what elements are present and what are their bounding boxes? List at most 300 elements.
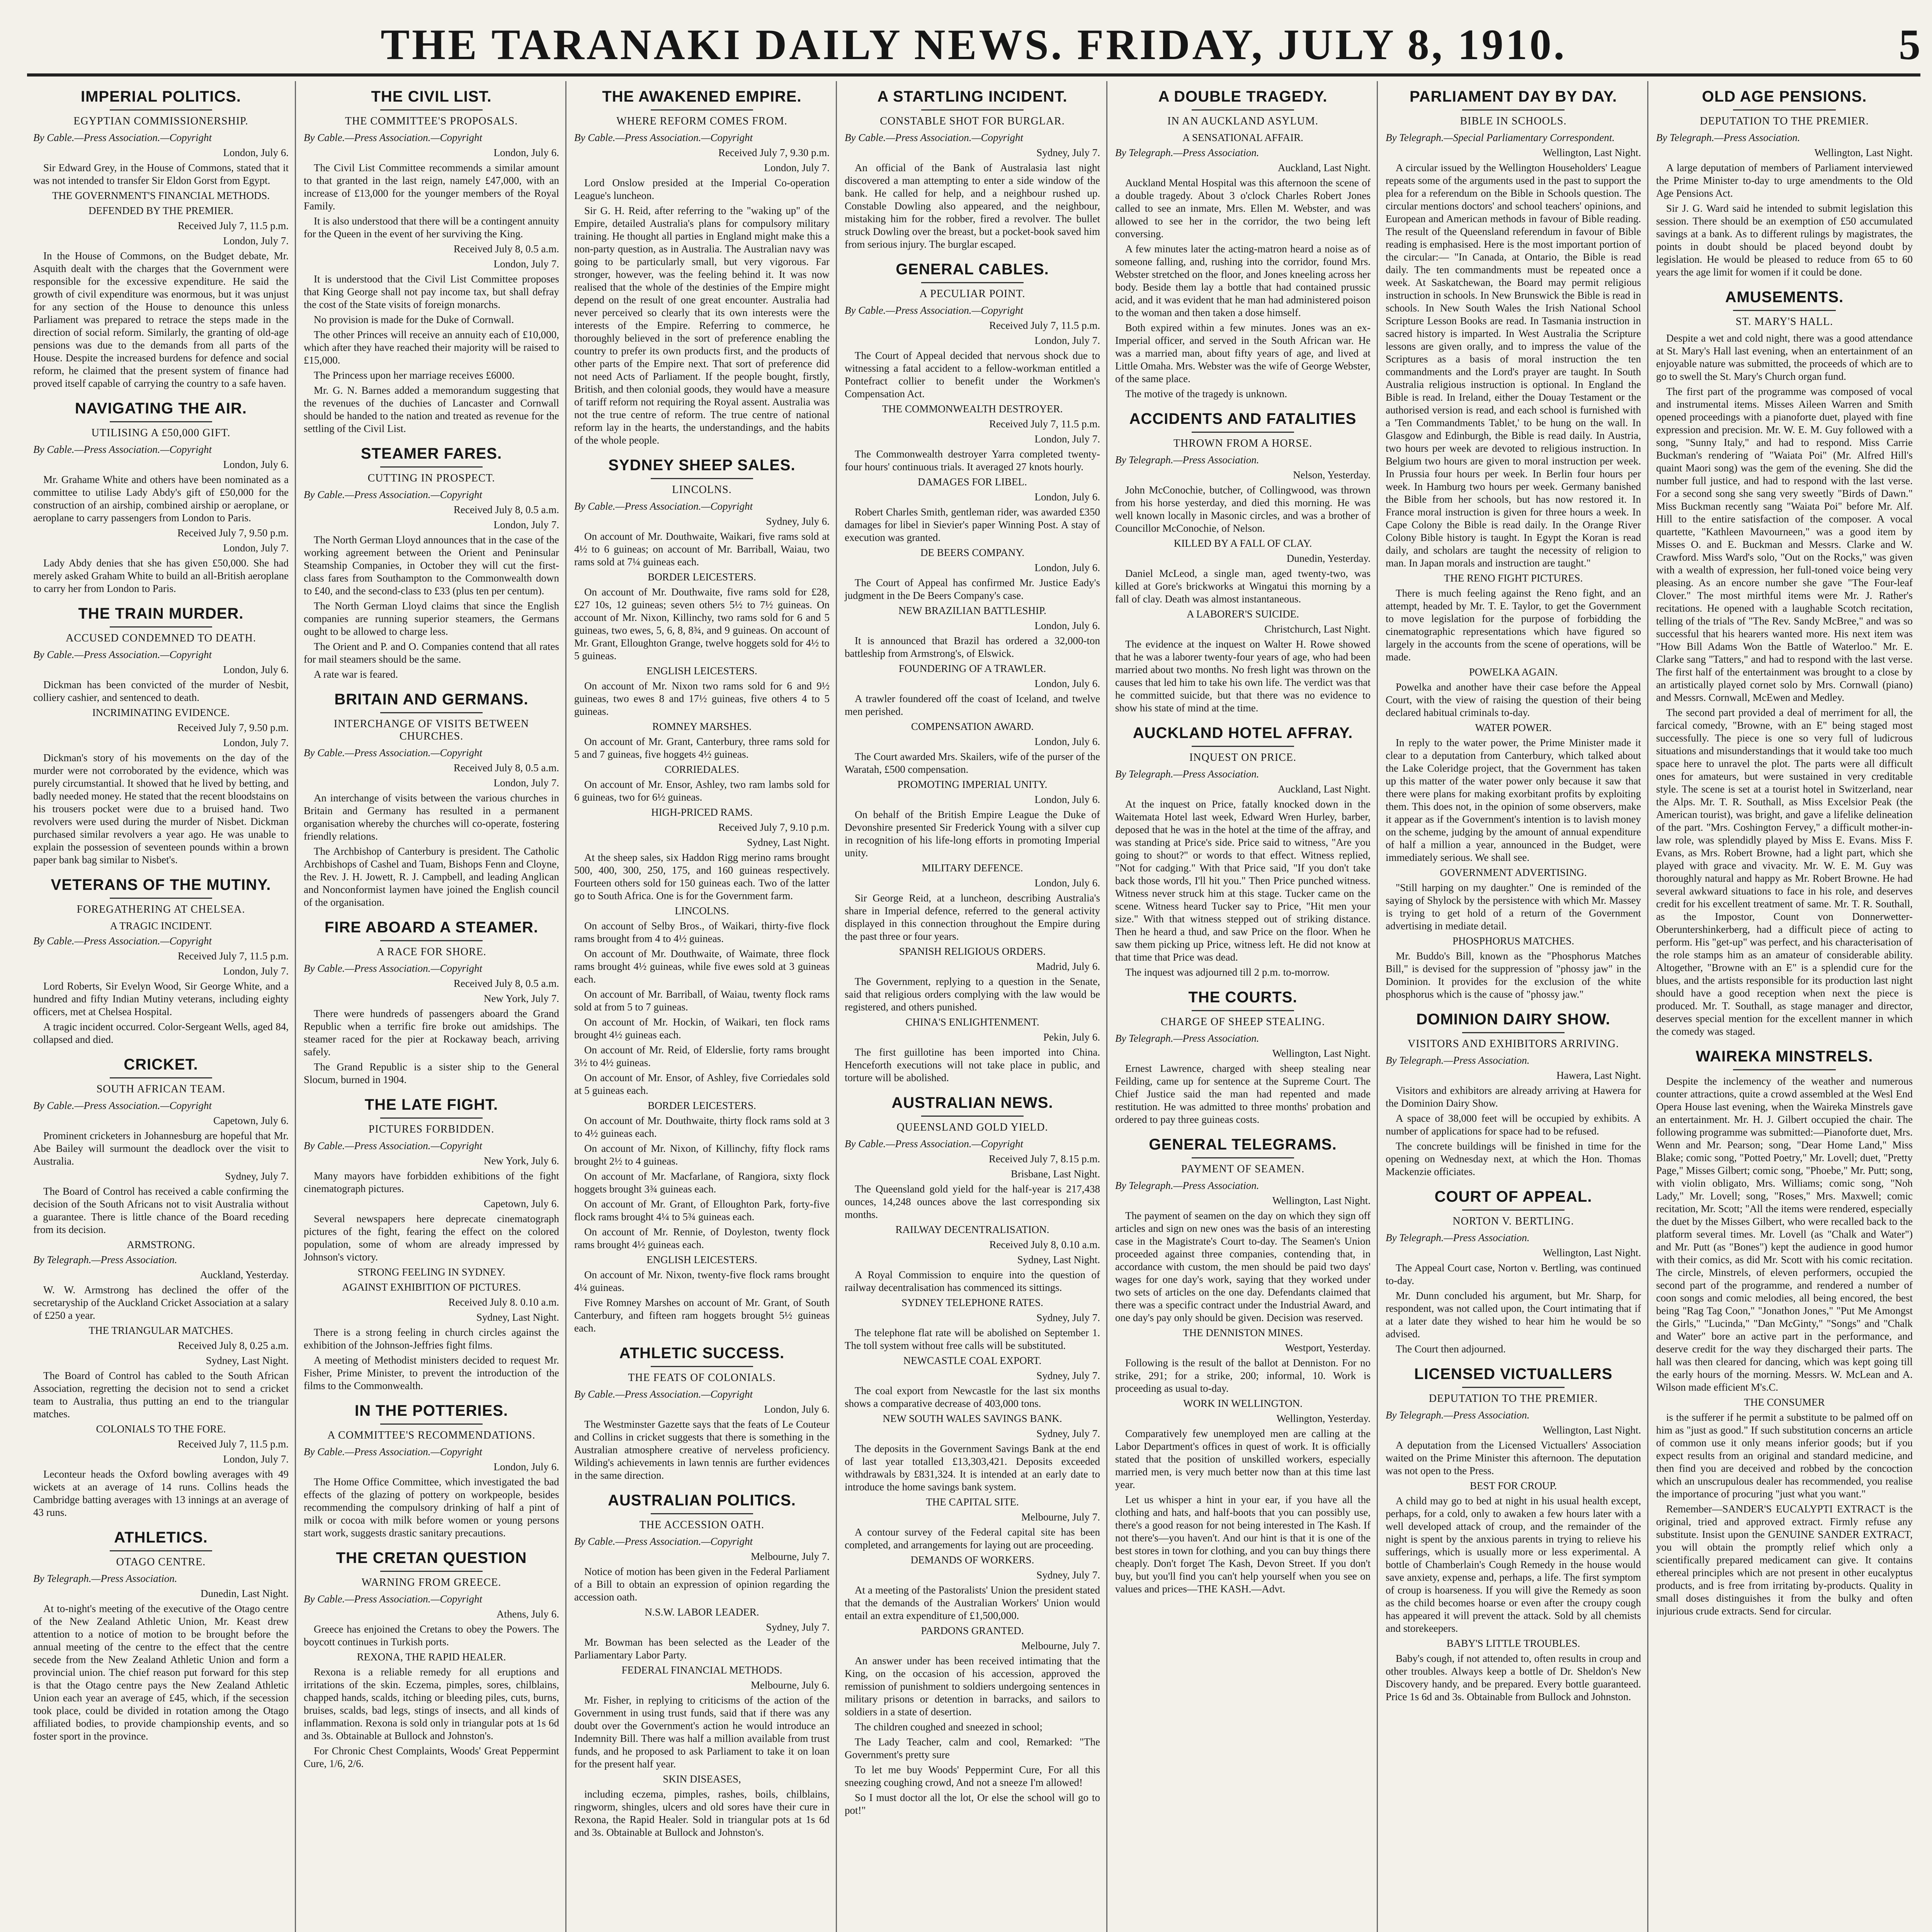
article-paragraph: DEFENDED BY THE PREMIER. [88,205,233,216]
article-paragraph: A LABORER'S SUICIDE. [1187,608,1299,620]
article-paragraph: The Board of Control has cabled to the South African Association, regretting the decision not to send a cricket team to Australia, thus putting an end to the triangular matches. [33,1370,289,1420]
article-paragraph: A large deputation of members of Parliament interviewed the Prime Minister to-day to urge amendments to the Old Age Pensions Act. [1656,162,1913,199]
article-paragraph: Wellington, Last Night. [1543,147,1641,158]
article-paragraph: Sydney, July 7. [1036,147,1100,158]
article-paragraph: Received July 7, 11.5 p.m. [178,1438,289,1450]
headline-rule [1733,310,1836,311]
article [304,691,559,909]
article [574,1345,830,1482]
article-paragraph: including eczema, pimples, rashes, boils, chilblains, ringworm, shingles, ulcers and old sores have their cure in Rexona, the Rapid Healer. Sold in triangular pots at 1s 6d and 3s. Obtainable at Bullock and Johnston's. [574,1788,830,1838]
article-paragraph: The Court of Appeal has confirmed Mr. Justice Eady's judgment in the De Beers Company's case. [845,577,1100,601]
article-paragraph: Many mayors have forbidden exhibitions of the fight cinematograph pictures. [304,1170,559,1194]
article-paragraph: On account of Mr. Douthwaite, of Waimate, three flock rams brought 4½ guineas, while five ewes sold at 3 guineas each. [574,948,830,985]
article-paragraph: A rate war is feared. [314,668,398,680]
article-paragraph: A tragic incident occurred. Color-Sergeant Wells, aged 84, collapsed and died. [33,1021,289,1045]
article-paragraph: London, July 6. [1034,491,1100,503]
article-paragraph: By Cable.—Press Association.—Copyright [574,1536,753,1547]
article-paragraph: The inquest was adjourned till 2 p.m. to-morrow. [1125,966,1330,978]
article-paragraph: A meeting of Methodist ministers decided to request Mr. Fisher, Prime Minister, to prevent the introduction of the films to the Commonwealth. [304,1354,559,1391]
headline-rule [380,940,482,941]
article-paragraph: The coal export from Newcastle for the last six months shows a comparative decrease of 403,000 tons. [845,1385,1100,1409]
article-paragraph: Mr. Fisher, in replying to criticisms of the action of the Government in using trust funds, said that if there was any doubt over the Government's action he would introduce an Indemnity Bill. There was half a million available from trust funds, and he proposed to ask Parliament to take it on loan for the present half year. [574,1694,830,1770]
article-headline: VETERANS OF THE MUTINY. [51,876,271,893]
article-paragraph: W. W. Armstrong has declined the offer of the secretaryship of the Auckland Cricket Association at a salary of £250 a year. [33,1284,289,1321]
article-paragraph: By Cable.—Press Association.—Copyright [845,304,1023,316]
article-paragraph: At the inquest on Price, fatally knocked down in the Waitemata Hotel last week, Edward Wren Hurley, barber, deposed that he was in the hotel at the time of the affray, and was standing at Price's side. Price said to witness, "Are you going to shout?" or words to that effect. Witness replied, "Not for cadging." With that Price said, "If you don't take back those words, I'll hit you." Then Price punched witness. Witness never struck him at this stage. Tucker came on the scene. Witness heard Tucker say to Price, "Hit men your size." With that witness stepped out of striking distance. Then he heard a thud, and saw Price on the floor. When he saw them picking up Price, witness left. He did not know at that time that Price was dead. [1115,798,1371,963]
article-paragraph: The Queensland gold yield for the half-year is 217,438 ounces, 14,248 ounces above the last corresponding six months. [845,1183,1100,1220]
article-paragraph: Sydney, Last Night. [747,837,830,848]
article-paragraph: On account of Mr. Rennie, of Doyleston, twenty flock rams brought 4½ guineas each. [574,1226,830,1250]
article-paragraph: ENGLISH LEICESTERS. [646,665,757,677]
article-paragraph: No provision is made for the Duke of Cornwall. [314,314,514,325]
article-paragraph: Five Romney Marshes on account of Mr. Grant, of South Canterbury, and fifteen ram hoggets brought 5½ guineas each. [574,1297,830,1334]
article-paragraph: Received July 8, 0.25 a.m. [178,1340,289,1351]
article-paragraph: The Princess upon her marriage receives £6000. [314,369,515,381]
article-paragraph: Mr. G. N. Barnes added a memorandum suggesting that the revenues of the duchies of Lancaster and Cornwall should be handed to the nation and treated as revenue for the settling of the Civil List. [304,384,559,434]
article-paragraph: Rexona is a reliable remedy for all eruptions and irritations of the skin. Eczema, pimples, sores, chilblains, chapped hands, scalds, itching or bleeding piles, cuts, burns, bruises, scalds, bad legs, stings of insects, and all kinds of inflammation. Rexona is sold only in triangular pots at 1s 6d and 3s. Obtainable at Bullock and Johnston's. [304,1666,559,1742]
article-paragraph: Sydney, July 6. [766,515,830,527]
article-paragraph: STRONG FEELING IN SYDNEY. [357,1266,505,1278]
article-paragraph: Robert Charles Smith, gentleman rider, was awarded £350 damages for libel in Sievier's paper Winning Post. A stay of execution was granted. [845,506,1100,543]
article-paragraph: By Cable.—Press Association.—Copyright [33,935,212,947]
column-5 [1109,81,1378,1932]
article-headline: COURT OF APPEAL. [1434,1188,1592,1205]
article-paragraph: SPANISH RELIGIOUS ORDERS. [899,946,1046,957]
article-subheading: A RACE FOR SHORE. [376,946,486,958]
article-paragraph: RAILWAY DECENTRALISATION. [895,1224,1049,1235]
article-headline: IMPERIAL POLITICS. [80,88,242,105]
article-headline: CRICKET. [124,1056,198,1073]
article-paragraph: By Cable.—Press Association.—Copyright [845,132,1023,143]
article-headline: THE AWAKENED EMPIRE. [602,88,802,105]
article-paragraph: By Cable.—Press Association.—Copyright [574,500,753,512]
article-paragraph: WORK IN WELLINGTON. [1183,1398,1303,1409]
headline-rule [110,898,212,899]
article-headline: BRITAIN AND GERMANS. [334,691,529,708]
article-paragraph: Auckland, Last Night. [1278,162,1371,173]
article-paragraph: In the House of Commons, on the Budget debate, Mr. Asquith dealt with the charges that the Government were responsible for the excessive expenditure. He said the growth of civil expenditure was enormous, but it was unjust for any section of the House to denounce this unless Parliament was prepared to retrace the steps made in the direction of social reform. Similarly, the granting of old-age pensions was due to the demands from all parts of the House. Despite the increased burdens for defence and social reform, he claimed that the present system of finance had proved itself capable of carrying the country to a safe haven. [33,250,289,389]
article-paragraph: London, July 6. [223,147,289,158]
headline-rule [110,421,212,422]
article-paragraph: Wellington, Last Night. [1272,1048,1371,1059]
article-paragraph: London, July 6. [493,1461,559,1473]
article-headline: A DOUBLE TRAGEDY. [1158,88,1328,105]
article-paragraph: Despite a wet and cold night, there was a good attendance at St. Mary's Hall last evening, when an entertainment of an enjoyable nature was submitted, the proceeds of which are to go to swell the St. Mary's Church organ fund. [1656,332,1913,382]
article-paragraph: The Orient and P. and O. Companies contend that all rates for mail steamers should be the same. [304,641,559,665]
article-paragraph: Leconteur heads the Oxford bowling averages with 49 wickets at an average of 14 runs. Collins heads the Cambridge batting averages with 13 innings at an average of 43 runs. [33,1468,289,1518]
article-headline: ATHLETIC SUCCESS. [619,1345,785,1362]
article-paragraph: THE CAPITAL SITE. [926,1496,1019,1508]
article-paragraph: THE TRIANGULAR MATCHES. [88,1325,233,1336]
article [1386,1188,1641,1355]
article-paragraph: Ernest Lawrence, charged with sheep stealing near Feilding, came up for sentence at the Supreme Court. The Chief Justice said the man had repented and made restitution. He was admitted to three months' probation and ordered to pay three guineas costs. [1115,1063,1371,1125]
article-paragraph: New York, July 6. [483,1155,559,1167]
article-headline: AUSTRALIAN POLITICS. [608,1492,796,1509]
article-paragraph: On account of Mr. Douthwaite, thirty flock rams sold at 3 to 4½ guineas each. [574,1115,830,1139]
article-paragraph: On account of Mr. Ensor, Ashley, two ram lambs sold for 6 guineas, two for 6½ guineas. [574,779,830,803]
article-paragraph: The second part provided a deal of merriment for all, the farcical comedy, "Browne, with an E" being staged most successfully. The piece is one so very full of ludicrous situations and misunderstandings that it would take too much space here to unravel the plot. The parts were all difficult ones for amateurs, but were sustained in very creditable style. The scene is set at a tourist hotel in Switzerland, near the Alps. Mr. T. R. Southall, as Miss Excelsior Peak (the American tourist), was bright, and gave a lifelike delineation of the part. "Mrs. Coshington Fervey," a difficult mother-in-law role, was splendidly played by Miss E. Evans. Miss F. Evans, as Mrs. Robert Browne, had a light part, which she played with grace and vivacity. Mr. W. E. M. Guy was thoroughly natural and happy as Mr. Robert Browne. He had several awkward situations to face in his role, and deserves credit for his excellent treatment of same. Mr. T. R. Southall, as the Impostor, Count von Donnerwetter-Oberuntershinkerberg, had a difficult piece of acting to perform. His "get-up" was perfect, and his characterisation of the role stamps him as an amateur of considerable ability. Altogether, "Browne with an E" is a splendid cure for the blues, and the artists responsible for its production last night should have a good reception when next the piece is produced. Mr. T. Southall, as stage manager and director, deserves special mention for the excellent manner in which the comedy was staged. [1656,707,1913,1037]
article-subheading: INQUEST ON PRICE. [1189,752,1297,764]
article-paragraph: It is announced that Brazil has ordered a 32,000-ton battleship from Armstrong's, of Elswick. [845,635,1100,659]
article-paragraph: By Telegraph.—Press Association. [1386,1232,1530,1243]
article-paragraph: On account of Mr. Reid, of Elderslie, forty rams brought 3½ to 4½ guineas. [574,1044,830,1068]
article [304,1402,559,1539]
article-paragraph: On account of Mr. Grant, of Elloughton Park, forty-five flock rams brought 4¼ to 5¾ guineas each. [574,1198,830,1223]
article-paragraph: Wellington, Yesterday. [1276,1413,1371,1424]
article-paragraph: HIGH-PRICED RAMS. [651,806,753,818]
article-paragraph: Let us whisper a hint in your ear, if you have all the clothing and hats, and half-boots that you can possibly use, there's a good reason for not being interested in The Kash. If not there's—you haven't. And our hint is that it is one of the best stores in town for clothing, and you can buy things there cheaply. Don't forget The Kash, Devon Street. If you don't buy, but you'll find you can't help yourself when you see on values and prices—THE KASH.—Advt. [1115,1494,1371,1595]
article-paragraph: The Lady Teacher, calm and cool, Remarked: "The Government's pretty sure [845,1736,1100,1760]
article-paragraph: NEWCASTLE COAL EXPORT. [903,1355,1042,1366]
article-paragraph: The Westminster Gazette says that the feats of Le Couteur and Collins in cricket suggests that there is something in the Australian atmosphere creative of nerveless proficiency. Wilding's achievements in lawn tennis are further evidences in the same direction. [574,1418,830,1481]
article [1386,88,1641,1001]
article-subheading: DEPUTATION TO THE PREMIER. [1700,115,1869,127]
article [1656,289,1913,1038]
headline-rule [1462,1387,1564,1388]
article-paragraph: A circular issued by the Wellington Householders' League repeats some of the arguments used in the past to support the plea for a referendum on the Bible in Schools question. The circular mentions doctors' and school teachers' opinions, and European and American methods in favour of Bible reading. The result of the Queensland referendum in favour of Bible reading is emphasised. Here is the most important portion of the circular:— "In Canada, at Ontario, the Bible is read daily. The ten commandments must be repeated once a week. At Saskatchewan, the Board may permit religious instruction in schools. In New Brunswick the Bible is read in schools. In New South Wales the Irish National School Scripture Lesson Books are read. In Tasmania instruction in sacred history is imparted. In West Australia the Scripture lessons are given orally, and to impress the value of the Scriptures as a basis of moral instruction the ten commandments and the Lord's prayer are taught. In South Australia religious instruction is optional. In England the Bible is read. In Ireland, either the Douay Testament or the authorised version is read, and each school is furnished with a 'Ten Commandments Tablet,' to be hung on the wall. In Glasgow and Edinburgh, the Bible is read daily. In Austria, two hours per week are devoted to religious instruction. In Belgium two hours are given to moral instruction per week. In Prussia four hours per week. In Berlin four hours per week. In Hamburg two hours per week. Germany banished the Bible from her schools, but has now restored it. In France moral instruction is given for three hours a week. In Cape Colony the Bible is read daily. In the Orange River Colony Bible history is taught. In Egypt the Koran is read daily, and scholars are taught the necessity of religion to man. In Japan morals and instruction are taught." [1386,162,1641,569]
article-headline: STEAMER FARES. [361,445,502,462]
article-paragraph: Sir J. G. Ward said he intended to submit legislation this session. There should be an exemption of £50 accumulated savings at a bank. As to different rulings by magistrates, the points in doubt should be placed beyond doubt by legislation. He would be pleased to reduce from 65 to 60 years the age limit for women if it could be done. [1656,202,1913,278]
article-paragraph: On account of Selby Bros., of Waikari, thirty-five flock rams brought from 4 to 4½ guineas. [574,920,830,944]
article [845,1094,1100,1817]
article-headline: THE COURTS. [1188,989,1298,1006]
article-subheading: A PECULIAR POINT. [919,288,1026,300]
article-paragraph: Wellington, Last Night. [1543,1247,1641,1259]
article-subheading: DEPUTATION TO THE PREMIER. [1429,1393,1598,1405]
article [33,605,289,866]
article-paragraph: By Telegraph.—Press Association. [33,1573,177,1584]
article-paragraph: ARMSTRONG. [127,1239,195,1250]
article-headline: THE LATE FIGHT. [364,1096,498,1113]
article-paragraph: By Cable.—Press Association.—Copyright [33,649,212,660]
article [304,1549,559,1770]
article [1656,1048,1913,1617]
headline-rule [1192,1010,1294,1011]
article [574,1492,830,1839]
article-headline: ACCIDENTS AND FATALITIES [1129,410,1357,427]
article-paragraph: The Government, replying to a question in the Senate, said that religious orders complying with the law would be registered, and others punished. [845,976,1100,1013]
article-subheading: WHERE REFORM COMES FROM. [616,115,787,127]
article-paragraph: Auckland Mental Hospital was this afternoon the scene of a double tragedy. About 3 o'clock Charles Robert Jones called to see an inmate, Mrs. Ellen M. Webster, and was allowed to see her in the corridor, the two being left conversing. [1115,177,1371,240]
article-paragraph: At to-night's meeting of the executive of the Otago centre of the New Zealand Athletic Union, Mr. Keast drew attention to a notice of motion to be brought before the annual meeting of the centre to the effect that the centre secede from the New Zealand Athletic Union and form a provincial union. The chief reason put forward for this step is that the Otago centre pays the New Zealand Athletic Union each year an average of £45, which, if the secession took place, could be divided in rotation among the Otago affiliated bodies, to provide championship events, and so foster sport in the province. [33,1603,289,1742]
article-paragraph: Sir Edward Grey, in the House of Commons, stated that it was not intended to transfer Sir Eldon Gorst from Egypt. [33,162,289,186]
article-paragraph: Dunedin, Yesterday. [1286,553,1371,564]
article-paragraph: By Telegraph.—Press Association. [33,1254,177,1265]
article-paragraph: Received July 7, 9.10 p.m. [718,821,830,833]
headline-rule [1192,109,1294,111]
article-paragraph: For Chronic Chest Complaints, Woods' Great Peppermint Cure, 1/6, 2/6. [304,1745,559,1769]
article-subheading: INTERCHANGE OF VISITS BETWEEN CHURCHES. [333,718,529,742]
article-paragraph: Received July 8, 0.5 a.m. [454,978,559,989]
article-paragraph: Sydney, July 7. [225,1170,289,1182]
article-paragraph: A SENSATIONAL AFFAIR. [1182,132,1303,143]
headline-rule [110,626,212,628]
article [845,261,1100,1084]
article-paragraph: On account of Mr. Macfarlane, of Rangiora, sixty flock hoggets brought 3¾ guineas each. [574,1170,830,1195]
article-paragraph: The evidence at the inquest on Walter H. Rowe showed that he was a laborer twenty-four years of age, who had been married about two months. No fresh light was thrown on the causes that led him to take his own life. The verdict was that he committed suicide, but that there was no evidence to show his state of mind at the time. [1115,638,1371,714]
article-paragraph: An interchange of visits between the various churches in Britain and Germany has resulted in a permanent organisation whereby the churches will co-operate, fostering friendly relations. [304,792,559,842]
article-paragraph: Sydney, July 7. [1036,1428,1100,1439]
article-paragraph: By Cable.—Press Association.—Copyright [33,132,212,143]
article-paragraph: A space of 38,000 feet will be occupied by exhibits. A number of applications for space had to be refused. [1386,1112,1641,1137]
article-paragraph: Received July 8, 0.10 a.m. [989,1239,1100,1250]
article-paragraph: Notice of motion has been given in the Federal Parliament of a Bill to obtain an expression of opinion regarding the accession oath. [574,1566,830,1603]
article-paragraph: Athens, July 6. [497,1608,559,1620]
article-paragraph: By Cable.—Press Association.—Copyright [574,1388,753,1400]
article-paragraph: Daniel McLeod, a single man, aged twenty-two, was killed at Gore's brickworks at Wingatui this morning by a fall of clay. Death was almost instantaneous. [1115,568,1371,605]
article-headline: A STARTLING INCIDENT. [877,88,1068,105]
article-paragraph: SKIN DISEASES, [663,1773,741,1785]
article-subheading: PICTURES FORBIDDEN. [368,1123,495,1135]
article-paragraph: Received July 7, 11.5 p.m. [989,320,1100,331]
article [33,1056,289,1519]
article-paragraph: The motive of the tragedy is unknown. [1125,388,1287,400]
article-paragraph: WATER POWER. [1475,722,1552,733]
article-paragraph: Sir G. H. Reid, after referring to the "waking up" of the Empire, detailed Australia's plans for compulsory military training. He thought all parties in England might make this a non-party question, as in Australia. The Australian navy was going to be particularly small, but very vigorous. Far stronger, however, was the feeling behind it. It was now realised that the whole of the destinies of the Empire might depend on the result of one great encounter. Australia had never perceived so clearly that its own interests were the interests of the Empire. Referring to commerce, he thoroughly believed in the sort of preference enabling the country to prefer its own products first, and the products of other parts of the Empire next. That sort of preference did not need Acts of Parliament. If the people bought, firstly, British, and then colonial goods, they would have a measure of tariff reform not requiring the Royal assent. Australia was not the true centre of reform. The true centre of national reform lay in the hearts, the understandings, and the habits of the whole people. [574,205,830,446]
article-paragraph: By Cable.—Press Association.—Copyright [304,489,482,500]
article-paragraph: BEST FOR CROUP. [1469,1480,1557,1492]
article-paragraph: Sir George Reid, at a luncheon, describing Australia's share in Imperial defence, referred to the general activity displayed in this connection throughout the Empire during the past three or four years. [845,892,1100,942]
article [33,88,289,390]
article-subheading: THE ACCESSION OATH. [639,1519,765,1531]
article-paragraph: DE BEERS COMPANY. [920,547,1025,558]
article-paragraph: Several newspapers here deprecate cinematograph pictures of the fight, fearing the effect on the colored population, some of whom are already impressed by Johnson's victory. [304,1213,559,1263]
article [33,400,289,595]
article-paragraph: At the sheep sales, six Haddon Rigg merino rams brought 500, 400, 300, 250, 175, and 160 guineas respectively. Fourteen others sold for 150 guineas each. Two of the latter go to South Africa. One is for the Government farm. [574,852,830,901]
article-paragraph: By Cable.—Press Association.—Copyright [33,1100,212,1111]
article-headline: GENERAL TELEGRAMS. [1149,1136,1337,1153]
article-paragraph: By Telegraph.—Press Association. [1115,768,1259,780]
headline-rule [1462,1209,1564,1211]
article-paragraph: Dunedin, Last Night. [201,1588,289,1599]
article-paragraph: Sydney, July 7. [1036,1312,1100,1323]
article-headline: GENERAL CABLES. [896,261,1049,278]
article-headline: PARLIAMENT DAY BY DAY. [1410,88,1617,105]
headline-rule [380,712,482,713]
headline-rule [1462,1032,1564,1033]
article-paragraph: LINCOLNS. [675,905,729,917]
article-paragraph: NEW SOUTH WALES SAVINGS BANK. [883,1413,1062,1424]
article-paragraph: Sydney, July 7. [1036,1370,1100,1381]
article-paragraph: The deposits in the Government Savings Bank at the end of last year totalled £13,303,421. Deposits exceeded withdrawals by £831,324. It is intended at an early date to introduce the home savings bank system. [845,1443,1100,1493]
article-paragraph: Mr. Grahame White and others have been nominated as a committee to utilise Lady Abdy's gift of £50,000 for the construction of an airship, combined airship or aeroplane, or aeroplane to carry passengers from London to Paris. [33,474,289,524]
article-paragraph: Hawera, Last Night. [1556,1070,1641,1081]
article-headline: THE TRAIN MURDER. [78,605,244,622]
article-paragraph: Dickman's story of his movements on the day of the murder were not corroborated by the evidence, which was purely circumstantial. It showed that he lived by betting, and badly needed money. He stated that the recent bloodstains on his trousers pocket were due to a bruised hand. Two revolvers were used during the murder of Nisbet. Dickman purchased similar revolvers a year ago. He was unable to explain the possession of seventeen pounds within a brown paper bank bag similar to Nisbet's. [33,752,289,866]
article-paragraph: Greece has enjoined the Cretans to obey the Powers. The boycott continues in Turkish ports. [304,1623,559,1648]
article-subheading: ACCUSED CONDEMNED TO DEATH. [66,632,256,644]
article-headline: IN THE POTTERIES. [354,1402,509,1419]
article-paragraph: By Cable.—Press Association.—Copyright [304,1446,482,1458]
article-paragraph: Sydney, Last Night. [206,1355,289,1366]
article-paragraph: On account of Mr. Hockin, of Waikari, ten flock rams brought 4½ guineas each. [574,1016,830,1041]
article-paragraph: On account of Mr. Douthwaite, five rams sold for £28, £27 10s, 12 guineas; seven others 5½ to 7½ guineas. On account of Mr. Nixon, Killinchy, two rams sold for 6 and 5 guineas, two ewes, 5, 6, 8, 8¾, and 9 guineas. On account of Mr. Grant, Elloughton Grange, twelve hoggets sold for 4½ to 5 guineas. [574,586,830,662]
article-headline: LICENSED VICTUALLERS [1414,1366,1613,1383]
article-paragraph: Auckland, Yesterday. [200,1269,289,1281]
article-headline: THE CRETAN QUESTION [336,1549,527,1566]
article-paragraph: On account of Mr. Nixon, of Killinchy, fifty flock rams brought 2½ to 4 guineas. [574,1143,830,1167]
article-paragraph: THE CONSUMER [1744,1396,1825,1408]
article-paragraph: Received July 8, 0.5 a.m. [454,762,559,774]
article-paragraph: A child may go to bed at night in his usual health except, perhaps, for a cold, only to awaken a few hours later with a well developed attack of croup, and the remainder of the night is spent by the anxious parents in trying to relieve his sufferings, which is usually more or less experimental. A bottle of Chamberlain's Cough Remedy in the house would save anxiety, expense and, perhaps, a life. The first symptom of croup is hoarseness. If you will give the Remedy as soon as the child becomes hoarse or even after the croupy cough has appeared it will prevent the attack. Sold by all chemists and storekeepers. [1386,1495,1641,1634]
article-paragraph: By Cable.—Press Association.—Copyright [304,747,482,759]
article-paragraph: ENGLISH LEICESTERS. [646,1254,757,1265]
article-headline: OLD AGE PENSIONS. [1702,88,1867,105]
article [1115,724,1371,979]
article-subheading: NORTON V. BERTLING. [1452,1215,1574,1227]
article-subheading: OTAGO CENTRE. [116,1556,206,1568]
article-paragraph: MILITARY DEFENCE. [922,862,1023,874]
article-paragraph: London, July 6. [764,1403,830,1415]
article-paragraph: Mr. Bowman has been selected as the Leader of the Parliamentary Labor Party. [574,1636,830,1661]
article-paragraph: By Telegraph.—Press Association. [1386,1409,1530,1421]
article-subheading: IN AN AUCKLAND ASYLUM. [1167,115,1318,127]
article-paragraph: London, July 6. [1034,562,1100,573]
article-paragraph: A Royal Commission to enquire into the question of railway decentralisation has commenced its sittings. [845,1269,1100,1293]
article-paragraph: Received July 7, 11.5 p.m. [989,418,1100,430]
article-paragraph: By Telegraph.—Press Association. [1115,1180,1259,1191]
article-paragraph: Received July 7, 9.30 p.m. [718,147,830,158]
article-paragraph: London, July 7. [1034,335,1100,346]
article-paragraph: London, July 6. [223,459,289,470]
article-subheading: PAYMENT OF SEAMEN. [1181,1163,1305,1175]
article-paragraph: By Cable.—Press Association.—Copyright [304,132,482,143]
page-number: 5 [1899,21,1920,69]
article-paragraph: Nelson, Yesterday. [1293,469,1371,481]
article-paragraph: So I must doctor all the lot, Or else the school will go to pot!" [845,1792,1100,1816]
article-paragraph: CORRIEDALES. [665,764,739,775]
article-paragraph: John McConochie, butcher, of Collingwood, was thrown from his horse yesterday, and died this morning. He was well known locally in Masonic circles, and was a brother of Councillor McConochie, of Nelson. [1115,484,1371,534]
article-paragraph: Received July 8, 0.5 a.m. [454,243,559,255]
article-paragraph: COMPENSATION AWARD. [911,721,1034,732]
article-paragraph: Sydney, July 7. [1036,1569,1100,1581]
article-headline: DOMINION DAIRY SHOW. [1416,1011,1611,1028]
article-paragraph: N.S.W. LABOR LEADER. [645,1606,759,1618]
article-paragraph: Melbourne, July 7. [1021,1511,1100,1523]
article-paragraph: Mr. Buddo's Bill, known as the "Phosphorus Matches Bill," is devised for the suppression of "phossy jaw" in the Dominion. It provides for the exclusion of the white phosphorus which is the cause of "phossy jaw." [1386,950,1641,1000]
article-paragraph: FOUNDERING OF A TRAWLER. [898,663,1046,674]
article-paragraph: An official of the Bank of Australasia last night discovered a man attempting to enter a side window of the bank. He called for help, and a neighbour rushed up. Constable Dowling also appeared, and the neighbour, mistaking him for the robber, fired a revolver. The bullet struck Dowling over the breast, but a pocket-book saved him from serious injury. The burglar escaped. [845,162,1100,250]
article-paragraph: On behalf of the British Empire League the Duke of Devonshire presented Sir Frederick Young with a silver cup in recognition of his life-long efforts in promoting Imperial unity. [845,809,1100,859]
masthead [27,15,1920,77]
article-paragraph: Following is the result of the ballot at Denniston. For no strike, 291; for a strike, 200; informal, 10. Work is proceeding as usual to-day. [1115,1357,1371,1394]
article-paragraph: By Telegraph.—Press Association. [1115,147,1259,158]
article [1386,1011,1641,1178]
article-paragraph: Lady Abdy denies that she has given £50,000. She had merely asked Graham White to build an all-British aeroplane to carry her from London to Paris. [33,557,289,594]
article-paragraph: The telephone flat rate will be abolished on September 1. The toll system without free calls will be substituted. [845,1327,1100,1351]
article-paragraph: "Still harping on my daughter." One is reminded of the saying of Shylock by the persistence with which Mr. Massey is trying to get hold of a return of the Government advertising in mediate detail. [1386,882,1641,932]
article-paragraph: The Court awarded Mrs. Skailers, wife of the purser of the Waratah, £500 compensation. [845,751,1100,775]
article-headline: AMUSEMENTS. [1725,289,1844,306]
article-subheading: CHARGE OF SHEEP STEALING. [1160,1016,1325,1028]
article [304,1096,559,1392]
article-paragraph: Wellington, Last Night. [1272,1195,1371,1206]
article-headline: FIRE ABOARD A STEAMER. [324,919,539,936]
article-paragraph: DEMANDS OF WORKERS. [910,1554,1034,1566]
headline-rule [380,109,482,111]
article-paragraph: Sydney, July 7. [766,1621,830,1633]
article-paragraph: PHOSPHORUS MATCHES. [1452,935,1575,947]
newspaper-title: THE TARANAKI DAILY NEWS. FRIDAY, JULY 8, 1910. [381,21,1567,69]
article-paragraph: BABY'S LITTLE TROUBLES. [1446,1638,1580,1649]
article-paragraph: NEW BRAZILIAN BATTLESHIP. [898,605,1046,616]
article-paragraph: THE RENO FIGHT PICTURES. [1444,572,1583,584]
article-paragraph: CHINA'S ENLIGHTENMENT. [905,1016,1039,1028]
article-paragraph: The Board of Control has received a cable confirming the decision of the South Africans not to visit Australia without a guarantee. There is little chance of the Board receding from its decision. [33,1185,289,1235]
article-paragraph: London, July 6. [1034,620,1100,631]
article-paragraph: Melbourne, July 7. [1021,1640,1100,1651]
article [1115,410,1371,714]
article-paragraph: By Cable.—Press Association.—Copyright [33,444,212,455]
article-paragraph: The Home Office Committee, which investigated the bad effects of the glazing of pottery on workpeople, besides recommending the compulsory drinking of half a pint of milk or cocoa with milk before women or young persons start work, suggests drastic sanitary precautions. [304,1476,559,1539]
article-paragraph: Pekin, July 6. [1043,1031,1100,1043]
article-paragraph: London, July 7. [223,542,289,554]
article [304,919,559,1086]
article-paragraph: Dickman has been convicted of the murder of Nesbit, colliery cashier, and sentenced to death. [33,679,289,703]
article-paragraph: Lord Roberts, Sir Evelyn Wood, Sir George White, and a hundred and fifty Indian Mutiny veterans, including eighty officers, met at Chelsea Hospital. [33,980,289,1017]
article-paragraph: PROMOTING IMPERIAL UNITY. [897,779,1048,790]
article-paragraph: Melbourne, July 7. [751,1551,830,1562]
headline-rule [651,1366,753,1367]
headline-rule [921,1116,1023,1117]
article-paragraph: On account of Mr. Ensor, of Ashley, five Corriedales sold at 5 guineas each. [574,1072,830,1096]
article [1386,1366,1641,1703]
article [304,88,559,435]
article-subheading: QUEENSLAND GOLD YIELD. [896,1121,1048,1133]
article-paragraph: Received July 7, 9.50 p.m. [177,722,289,733]
article-subheading: LINCOLNS. [672,484,732,496]
article-paragraph: By Cable.—Press Association.—Copyright [304,1140,482,1151]
article-paragraph: Capetown, July 6. [213,1115,289,1126]
article-paragraph: Received July 8. 0.10 a.m. [448,1296,559,1308]
article-subheading: ST. MARY'S HALL. [1735,316,1833,328]
article-paragraph: The first part of the programme was composed of vocal and instrumental items. Misses Aileen Warren and Smith opened proceedings with a pianoforte duet, played with fine expression and precision. Mr. W. E. M. Guy followed with a song, "Sunny Italy," and had to respond. Miss Carrie Buckman's rendering of "Waiata Poi" (Mr. Alfred Hill's quaint Maori song) was the gem of the evening. She did the number full justice, and had to respond with the last verse. For a second song she sang very sweetly "Birds of Dawn." Miss Buckman recently sang "Waiata Poi" before Mr. Alf. Hill to the entire satisfaction of the composer. A vocal quartette, "Kathleen Mavourneen," was a good item by Misses O. and E. Buckman and Messrs. Clarke and W. Crawford. Miss Ward's solo, "Out on the Rocks," was given with a wealth of expression, her full-toned voice being very pleasing. As an encore number she gave "The Four-leaf Clover." The most mirthful items were Mr. J. Rather's recitations. He opened with a laughable Scotch recitation, telling of the trials of "The Rev. Sandy McBree," and was so successful that his hearers wanted more. His next item was "How Bill Adams Won the Battle of Waterloo." Mr. E. Clarke sang "Tatters," and had to respond with the last verse. The first half of the entertainment was brought to a close by an artistically played cornet solo by Mrs. Cornwall (piano) and Messrs. Cornwall, McEwen and Medley. [1656,386,1913,703]
article-paragraph: On account of Mr. Douthwaite, Waikari, five rams sold at 4½ to 6 guineas; on account of Mr. Barriball, Waiau, two rams sold at 7¼ guineas each. [574,531,830,568]
article-paragraph: By Telegraph.—Press Association. [1656,132,1800,143]
article-paragraph: A deputation from the Licensed Victuallers' Association waited on the Prime Minister this afternoon. The deputation was not open to the Press. [1386,1439,1641,1476]
article-headline: AUCKLAND HOTEL AFFRAY. [1133,724,1353,742]
article-paragraph: A few minutes later the acting-matron heard a noise as of someone falling, and, rushing into the corridor, found Mrs. Webster stretched on the floor, and Jones kneeling across her body. Beside them lay a bottle that had contained prussic acid, and it was evident that he man had administered poison to the woman and then taken a dose himself. [1115,243,1371,318]
article-paragraph: On account of Mr. Nixon, twenty-five flock rams brought 4¼ guineas. [574,1269,830,1293]
article-paragraph: The Court then adjourned. [1396,1343,1506,1355]
article-paragraph: Brisbane, Last Night. [1011,1168,1100,1180]
article-subheading: THE COMMITTEE'S PROPOSALS. [345,115,518,127]
article-paragraph: Both expired within a few minutes. Jones was an ex-Imperial officer, and served in the South African war. He was a married man, about fifty years of age, and lived at Little Omaha. Mrs. Webster was the wife of George Webster, of the same place. [1115,322,1371,384]
article-subheading: A COMMITTEE'S RECOMMENDATIONS. [327,1429,536,1441]
article-paragraph: The children coughed and sneezed in school; [855,1721,1043,1733]
article-subheading: FOREGATHERING AT CHELSEA. [77,903,245,915]
article-paragraph: INCRIMINATING EVIDENCE. [92,707,230,718]
article-paragraph: By Telegraph.—Press Association. [1115,1032,1259,1044]
article [1115,88,1371,400]
article-paragraph: Despite the inclemency of the weather and numerous counter attractions, quite a crowd assembled at the Wesl End Opera House last evening, when the Waireka Minstrels gave an entertainment. Mr. H. J. Gilbert occupied the chair. The following programme was submitted:—Pianoforte duet, Mrs. Wenn and Mr. Pearson; song, "Dear Home Land," Miss Blake; comic song, "Potted Poetry," Mr. Lovell; duet, "Pretty Page," Misses Gilbert; comic song, "Phoebe," Mr. Putt; song, with violin obligato, Mrs. Williams; comic song, "Noh Lady," Mr. Lovell; song, "Roses," Mrs. Maxwell; comic recitation, Mr. Scott; "All the items were rendered, especially the duet by the Misses Gilbert, who were recalled back to the platform several times. Mr. Lovell (as "Chalk and Water") and Mr. Putt (as "Bones") kept the audience in good humor with their comics, as did Mr. Scott with his comic recitation. The circle, Minstrels, of eleven performers, occupied the second part of the programme, and rendered a number of coon songs and comic melodies, all being encored, the best being "Rag Tag Coon," "Jonathon Jones," "Put Me Amongst the Girls," "Lucinda," "Dan McGinty," "Songs" and "Chalk and Water" bore an active part in the performance, and deserve credit for the way they discharged their parts. The hall was then cleared for dancing, which was kept going till the early hours of the morning. Messrs. W. McLean and A. Wilson made efficient M's.C. [1656,1075,1913,1393]
article-paragraph: Visitors and exhibitors are already arriving at Hawera for the Dominion Dairy Show. [1386,1085,1641,1109]
article-headline: SYDNEY SHEEP SALES. [608,457,796,474]
article-paragraph: REXONA, THE RAPID HEALER. [357,1651,506,1663]
headline-rule [651,478,753,479]
article [1656,88,1913,279]
article-paragraph: The Court of Appeal decided that nervous shock due to witnessing a fatal accident to a fellow-workman entitled a Pontefract collier to benefit under the Workmen's Compensation Act. [845,350,1100,400]
article-paragraph: The payment of seamen on the day on which they sign off articles and sign on new ones was the basis of an interesting case in the Magistrate's Court to-day. The Seamen's Union proceeded against three companies, contending that, in accordance with custom, the men should be paid two days' wages for one day's work, saying that they worked under two sets of articles on the one day. Defendants claimed that there was a specific contract under the Industrial Award, and one day's pay only should be given. Decision was reserved. [1115,1210,1371,1323]
article-subheading: EGYPTIAN COMMISSIONERSHIP. [73,115,248,127]
article-paragraph: London, July 6. [1034,794,1100,805]
article-paragraph: Remember—SANDER'S EUCALYPTI EXTRACT is the original, tried and approved extract. Firmly refuse any substitute. Insist upon the GENUINE SANDER EXTRACT, you will obtain the promptly relief which only a scientifically prepared medicament can give. It contains ethereal principles which are not present in other eucalyptus products, and is free from irritating by-products. Quality in small doses distinguishes it from the bulky and often injurious crude extracts. Send for circular. [1656,1503,1913,1617]
article-headline: WAIREKA MINSTRELS. [1696,1048,1873,1065]
article-paragraph: London, July 6. [1034,736,1100,747]
headline-rule [1192,432,1294,433]
headline-rule [1733,1069,1836,1070]
article-subheading: SOUTH AFRICAN TEAM. [96,1083,226,1095]
